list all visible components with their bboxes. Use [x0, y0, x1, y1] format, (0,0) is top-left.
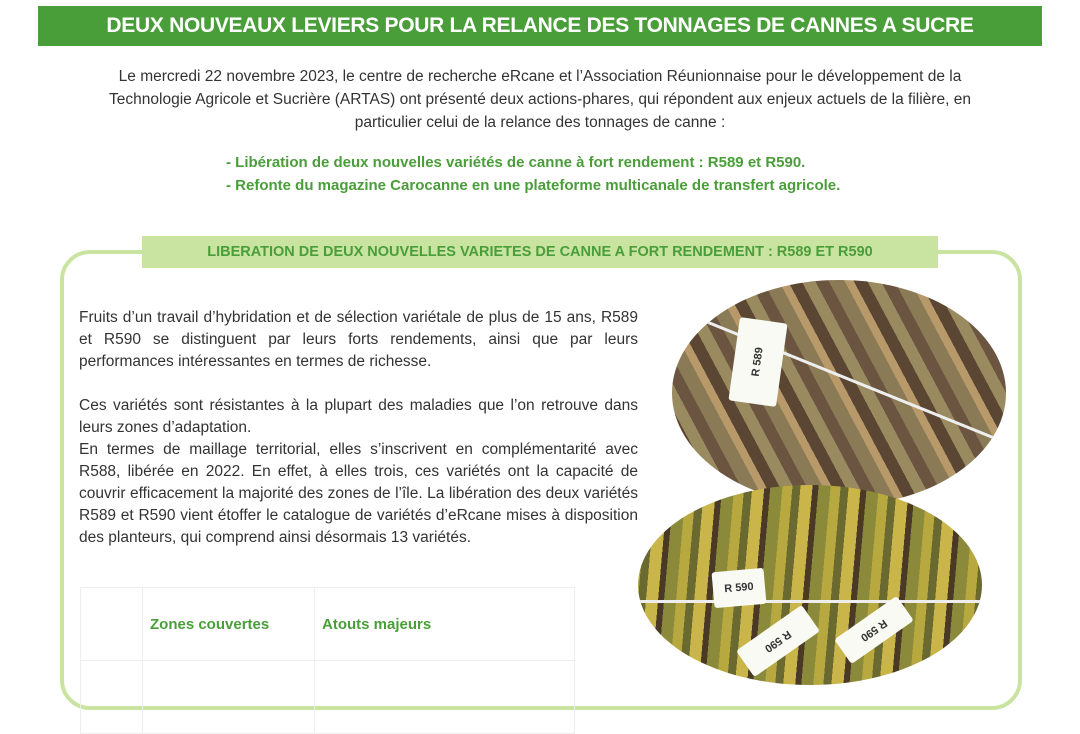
photo-tag: [834, 596, 913, 664]
photo-r589-canes: [672, 280, 1006, 506]
tag-label: R 589: [750, 346, 766, 378]
table-header-row: [81, 588, 575, 661]
bullet-carocanne: - Refonte du magazine Carocanne en une plateforme multicanale de transfert agricole.: [226, 177, 841, 194]
paragraph-3: En termes de maillage territorial, elles s’inscrivent en complémentarité avec R588, libérée en 2022. En effet, à elles trois, ces variétés ont la capacité de couvrir efficacement la majorité des zones de l’île. La libération des deux variétés R589 et R590 vient étoffer le catalogue de variétés d’eRcane mises à disposition des planteurs, qui comprend ainsi désormais 13 variétés.: [79, 441, 638, 546]
varieties-table: [80, 587, 575, 734]
page-title: DEUX NOUVEAUX LEVIERS POUR LA RELANCE DES TONNAGES DE CANNES A SUCRE: [38, 6, 1042, 46]
photo-tag: [712, 568, 767, 608]
table-row: [81, 661, 575, 734]
tag-label: R 590: [858, 616, 890, 644]
table-header-atouts: Atouts majeurs: [315, 588, 575, 661]
table-header-cell: [81, 588, 143, 661]
table-cell: [143, 661, 315, 734]
tag-label: R 590: [723, 580, 755, 596]
photo-tag: [736, 605, 820, 677]
bullet-varieties: - Libération de deux nouvelles variétés de canne à fort rendement : R589 et R590.: [226, 154, 806, 171]
section-title: LIBERATION DE DEUX NOUVELLES VARIETES DE CANNE A FORT RENDEMENT : R589 ET R590: [142, 236, 938, 268]
tag-label: R 590: [762, 627, 794, 655]
table-cell: [81, 661, 143, 734]
paragraph-2: Ces variétés sont résistantes à la plupart des maladies que l’on retrouve dans leurs zones d’adaptation.: [79, 397, 638, 436]
string: [638, 600, 982, 603]
photo-tag: [728, 317, 787, 407]
intro-text: Le mercredi 22 novembre 2023, le centre de recherche eRcane et l’Association Réunionnaise pour le développement de la Technologie Agricole et Sucrière (ARTAS) ont présenté deux actions-phares, qui répondent aux enjeux actuels de la filière, en particulier celui de la relance des tonnages de canne :: [109, 68, 971, 131]
table-header-zones: Zones couvertes: [143, 588, 315, 661]
photo-r590-canes: [638, 485, 982, 685]
table-cell: [315, 661, 575, 734]
paragraph-1: Fruits d’un travail d’hybridation et de sélection variétale de plus de 15 ans, R589 et R590 se distinguent par leurs forts rendements, ainsi que par leurs performances intéressantes en termes de richesse.: [79, 309, 638, 370]
